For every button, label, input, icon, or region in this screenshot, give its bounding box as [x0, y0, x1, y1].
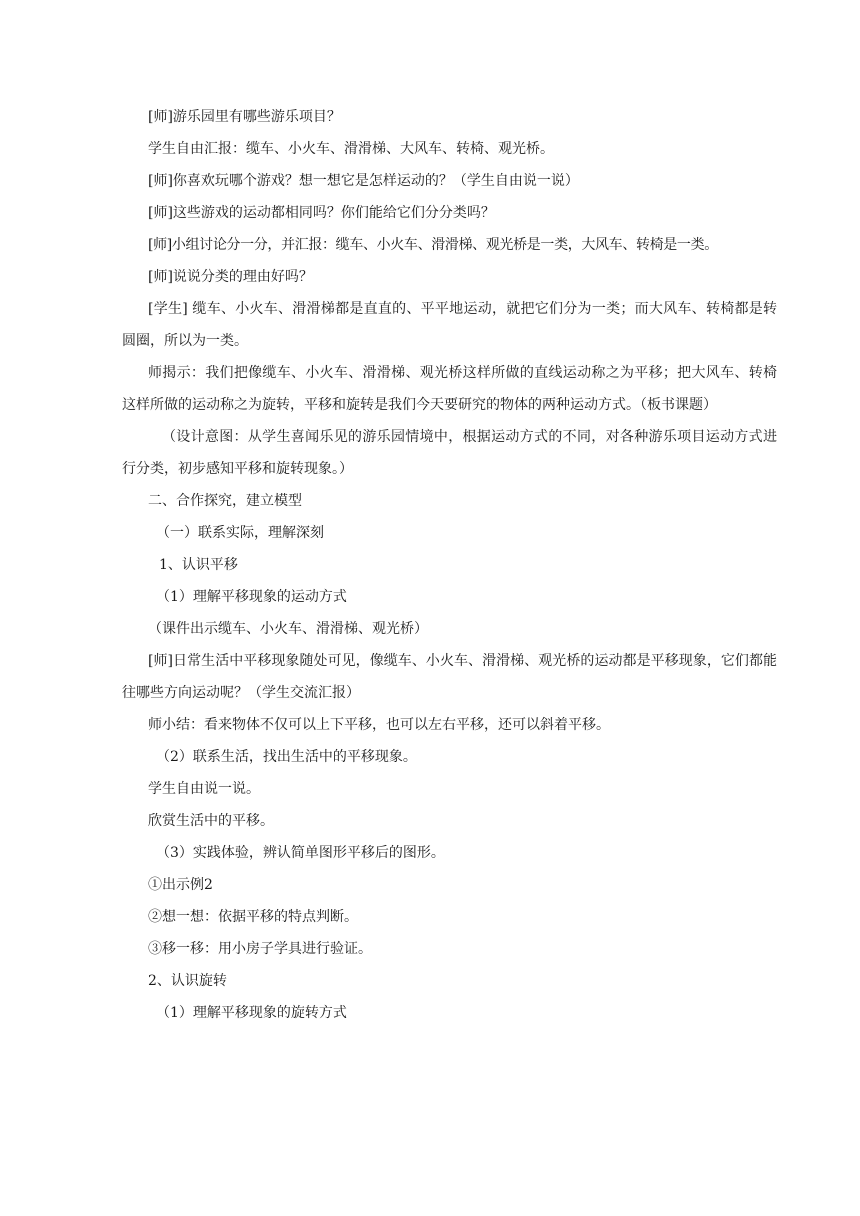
subsection-heading: （2）联系生活，找出生活中的平移现象。 — [156, 749, 417, 765]
subsection-heading: （1）理解平移现象的旋转方式 — [156, 1005, 347, 1021]
design-intent-note: （设计意图：从学生喜闻乐见的游乐园情境中，根据运动方式的不同，对各种游乐项目运动方式进行分类，初步感知平移和旋转现象。） — [122, 429, 777, 477]
paragraph: [师]你喜欢玩哪个游戏？想一想它是怎样运动的？（学生自由说一说） — [148, 173, 579, 189]
paragraph: （课件出示缆车、小火车、滑滑梯、观光桥） — [148, 621, 428, 637]
paragraph: [师]游乐园里有哪些游乐项目？ — [148, 109, 341, 125]
paragraph: 学生自由汇报：缆车、小火车、滑滑梯、大风车、转椅、观光桥。 — [148, 141, 554, 157]
paragraph-multiline: 师揭示：我们把像缆车、小火车、滑滑梯、观光桥这样所做的直线运动称之为平移；把大风车、转椅这样所做的运动称之为旋转，平移和旋转是我们今天要研究的物体的两种运动方式。（板书课题） — [122, 365, 777, 413]
paragraph: 师小结：看来物体不仅可以上下平移，也可以左右平移，还可以斜着平移。 — [148, 717, 610, 733]
list-item: ②想一想：依据平移的特点判断。 — [148, 909, 358, 925]
paragraph: [师]说说分类的理由好吗？ — [148, 269, 313, 285]
document-body — [122, 101, 777, 1029]
list-item: ①出示例2 — [148, 877, 213, 893]
subsection-heading: 1、认识平移 — [159, 557, 238, 573]
subsection-heading: （1）理解平移现象的运动方式 — [156, 589, 347, 605]
subsection-heading: 2、认识旋转 — [148, 973, 227, 989]
paragraph: [师]小组讨论分一分，并汇报：缆车、小火车、滑滑梯、观光桥是一类，大风车、转椅是一类。 — [148, 237, 718, 253]
paragraph: 欣赏生活中的平移。 — [148, 813, 274, 829]
subsection-heading: （3）实践体验，辨认简单图形平移后的图形。 — [156, 845, 445, 861]
paragraph-multiline: [师]日常生活中平移现象随处可见，像缆车、小火车、滑滑梯、观光桥的运动都是平移现象，它们都能往哪些方向运动呢？（学生交流汇报） — [122, 653, 777, 701]
subsection-heading: （一）联系实际，理解深刻 — [156, 525, 324, 541]
paragraph: [师]这些游戏的运动都相同吗？你们能给它们分分类吗？ — [148, 205, 495, 221]
list-item: ③移一移：用小房子学具进行验证。 — [148, 941, 372, 957]
paragraph: 学生自由说一说。 — [148, 781, 260, 797]
section-heading: 二、合作探究，建立模型 — [148, 493, 302, 509]
paragraph-multiline: [学生] 缆车、小火车、滑滑梯都是直直的、平平地运动，就把它们分为一类；而大风车、转椅都是转圆圈，所以为一类。 — [122, 301, 777, 349]
